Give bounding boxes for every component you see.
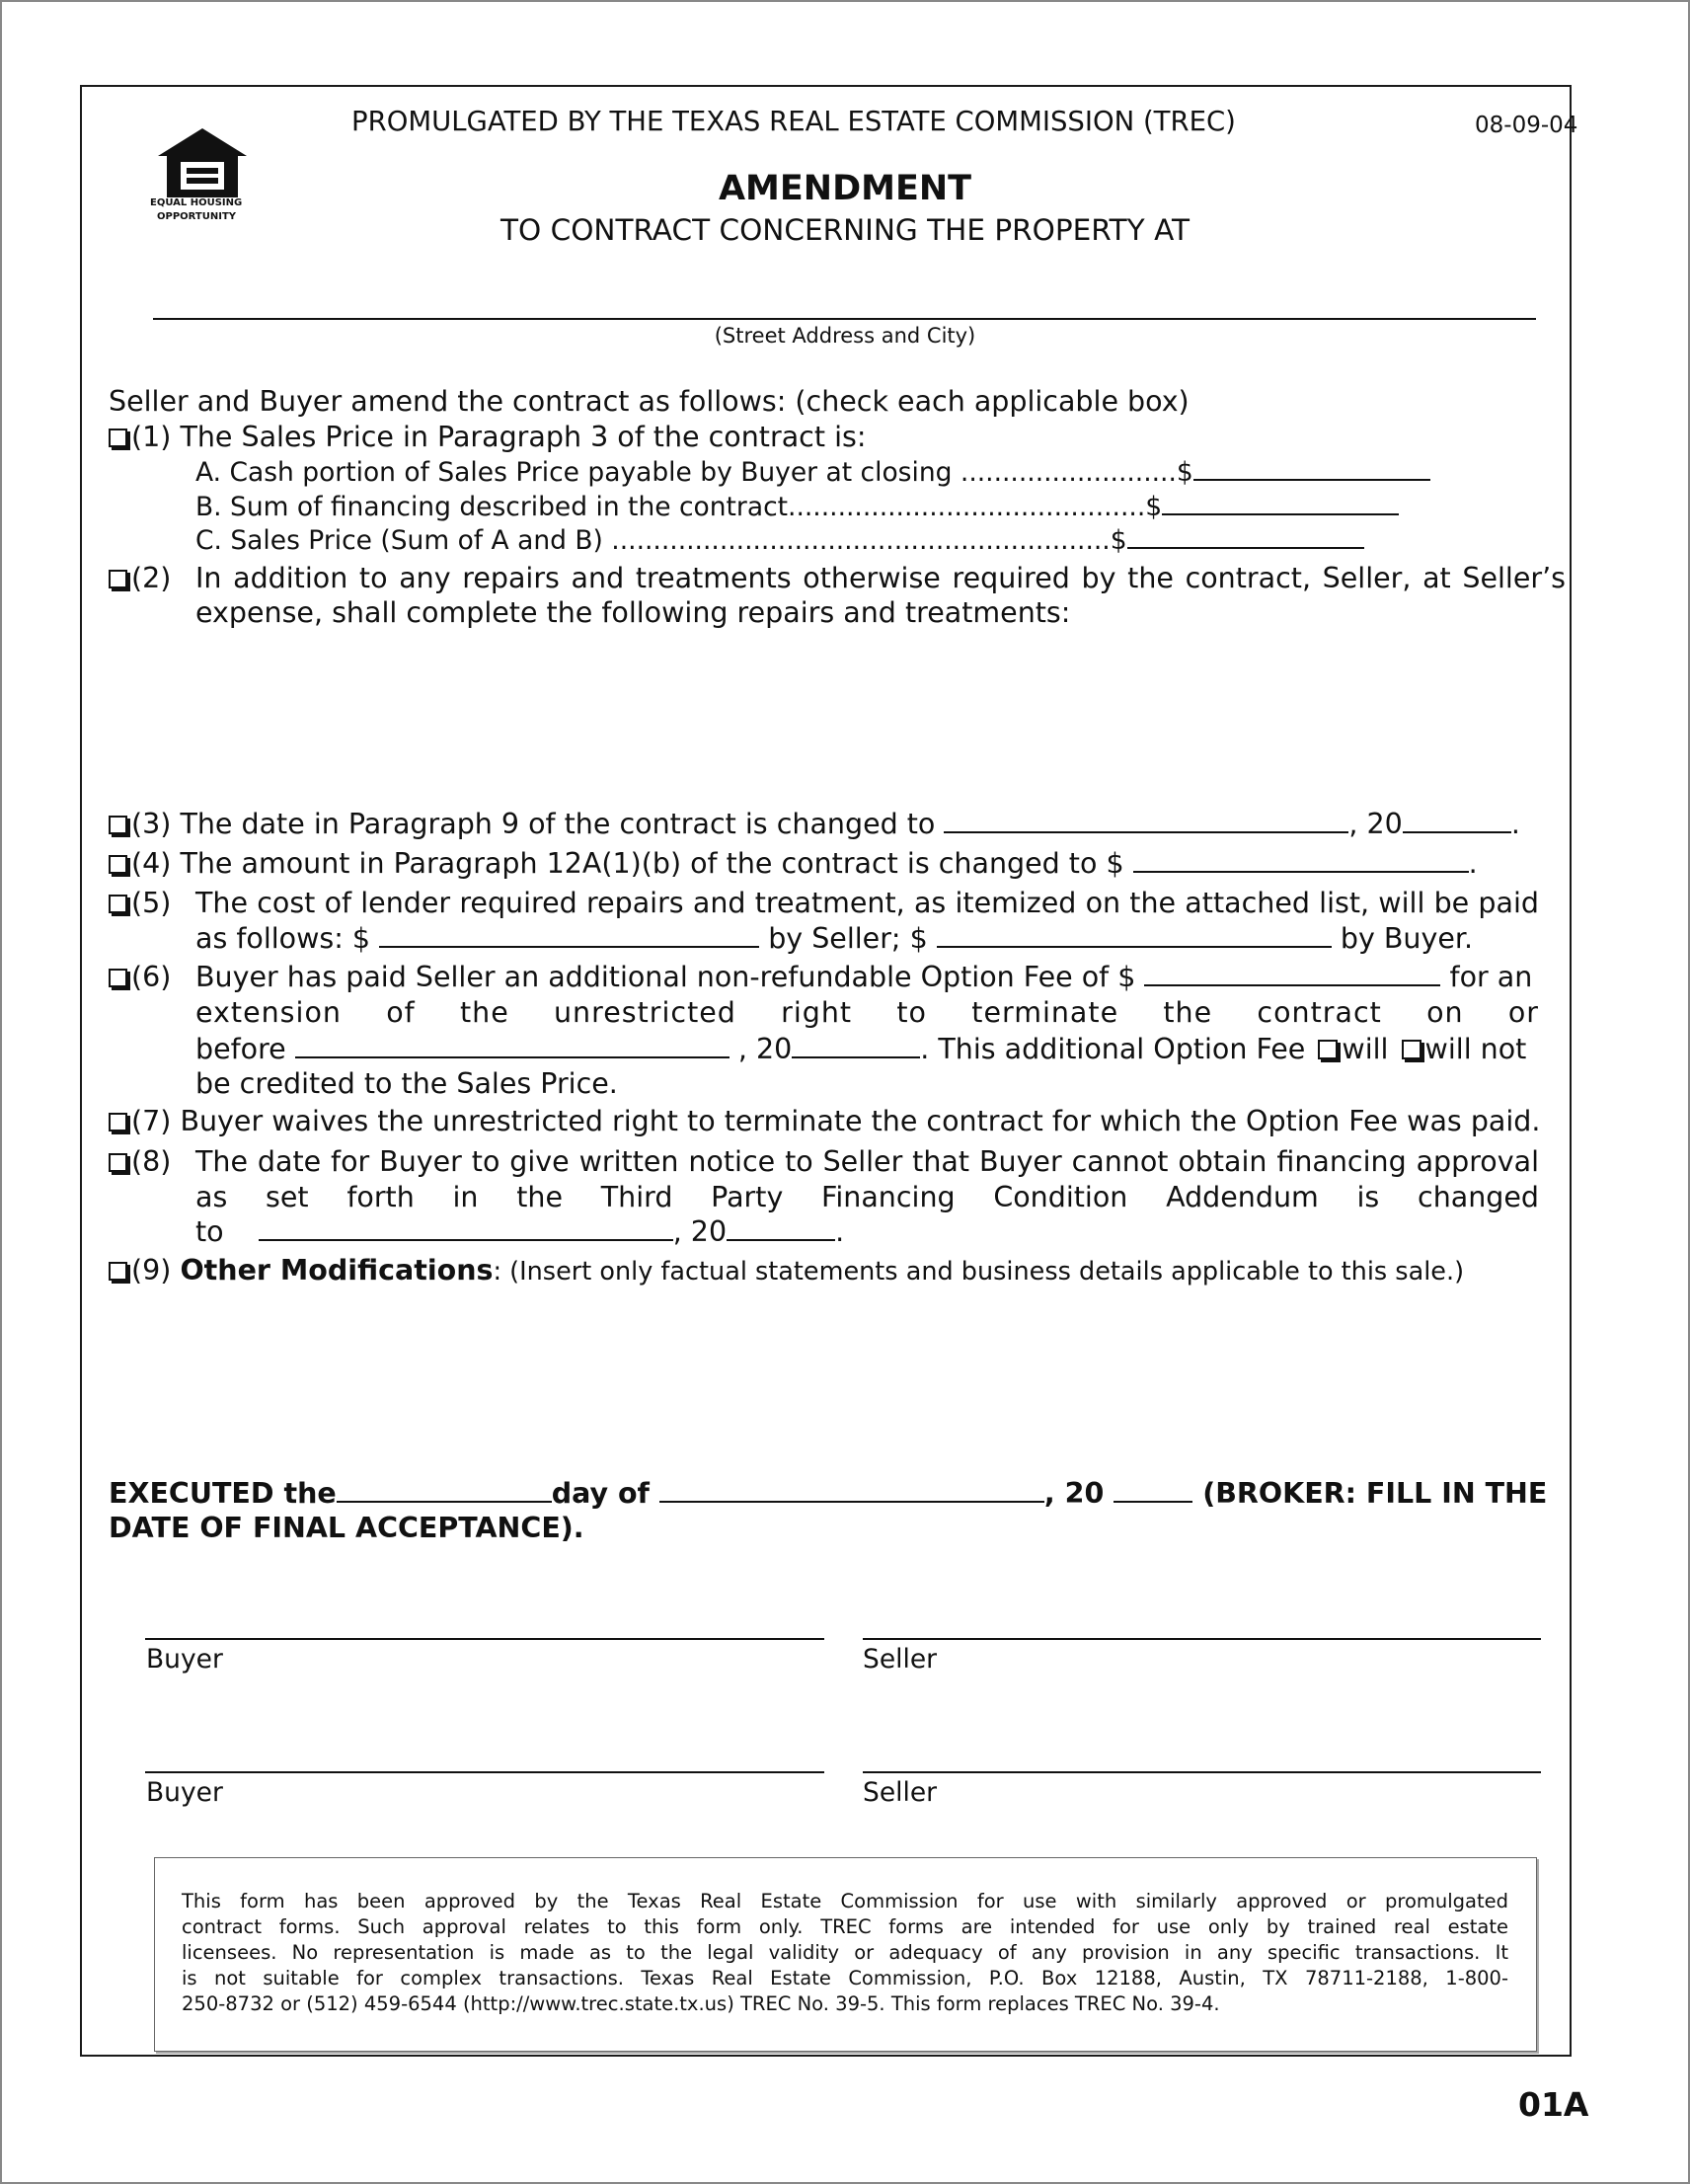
page-subtitle: TO CONTRACT CONCERNING THE PROPERTY AT [499,213,1190,247]
item-1 [109,420,866,455]
item-3-year-prefix: , 20 [1348,808,1403,840]
buyer-1-signature-line[interactable] [145,1638,824,1640]
option-extension-year-field[interactable] [792,1056,920,1058]
item-6-checkbox[interactable] [109,969,127,987]
logo-text-1: EQUAL HOUSING [150,197,243,208]
option-fee-will-not-label: will not [1424,1033,1527,1065]
buyer-2-signature-line[interactable] [145,1771,824,1773]
executed-label: EXECUTED the [109,1477,337,1510]
financing-sum-field[interactable] [1162,513,1399,515]
notice-line-4: is not suitable for complex transactions. Texas Real Estate Commission, P.O. Box 12188, Austin, TX 78711-2188, 1-800- [182,1967,1508,1989]
executed-line1 [109,1476,1547,1512]
item-8-checkbox[interactable] [109,1153,127,1172]
item-5-number: (5) [131,887,172,919]
item-8-year-prefix: , 20 [672,1215,728,1248]
item-7-text: Buyer waives the unrestricted right to terminate the contract for which the Option Fee was paid. [180,1105,1541,1137]
sales-price-field[interactable] [1127,547,1364,549]
financing-notice-date-field[interactable] [259,1239,673,1241]
executed-day-of: day of [551,1477,650,1510]
lender-repairs-buyer-amount-field[interactable] [937,946,1332,948]
item-5-line2 [195,921,1473,957]
item-3-end: . [1510,808,1520,840]
executed-day-field[interactable] [337,1501,552,1503]
item-2-number: (2) [131,562,172,594]
item-8-line1: The date for Buyer to give written notice to Seller that Buyer cannot obtain financing approval [195,1145,1539,1178]
seller-1-label: Seller [863,1644,938,1675]
repairs-field[interactable] [195,634,1566,802]
item-6-before: before [195,1033,286,1065]
item-9-text: : (Insert only factual statements and business details applicable to this sale.) [493,1257,1465,1287]
item-1a [195,456,1430,490]
page-title: AMENDMENT [718,169,972,208]
item-1-number: (1) [131,421,172,453]
item-4-end: . [1468,847,1478,880]
item-3 [109,807,1520,842]
item-6-line3-text: . This additional Option Fee [920,1033,1306,1065]
seller-1-signature-line[interactable] [863,1638,1541,1640]
cash-portion-field[interactable] [1193,479,1430,481]
item-3-text: The date in Paragraph 9 of the contract is changed to [180,808,936,840]
address-field[interactable] [153,318,1536,320]
lender-repairs-seller-amount-field[interactable] [379,946,759,948]
executed-year-prefix: , 20 [1043,1477,1105,1510]
item-5-line2-start: as follows: $ [195,922,371,955]
paragraph-9-year-field[interactable] [1403,831,1511,833]
item-2-line2: expense, shall complete the following repairs and treatments: [195,596,1071,629]
financing-notice-year-field[interactable] [727,1239,835,1241]
buyer-1-label: Buyer [146,1644,223,1675]
item-4-checkbox[interactable] [109,855,127,874]
item-5-by-seller: by Seller; $ [768,922,928,955]
item-1b [195,491,1399,524]
item-1-checkbox[interactable] [109,429,127,447]
item-8-to: to [195,1215,224,1248]
item-6-line1 [195,960,1532,995]
logo-text-2: OPPORTUNITY [157,211,237,222]
item-5-line1: The cost of lender required repairs and treatment, as itemized on the attached list, will be paid [195,887,1539,919]
item-6-for-an: for an [1449,961,1533,993]
item-1a-label: A. Cash portion of Sales Price payable by Buyer at closing ..........................$ [195,457,1193,488]
paragraph-12a-amount-field[interactable] [1133,871,1469,873]
item-2-checkbox[interactable] [109,570,127,588]
item-8-end: . [835,1215,845,1248]
item-6-prefix [109,960,171,995]
buyer-2-label: Buyer [146,1777,223,1808]
notice-line-5: 250-8732 or (512) 459-6544 (http://www.trec.state.tx.us) TREC No. 39-5. This form replaces TREC No. 39-4. [182,1992,1220,2015]
paragraph-9-date-field[interactable] [944,831,1348,833]
item-4-text: The amount in Paragraph 12A(1)(b) of the contract is changed to $ [180,847,1124,880]
option-fee-amount-field[interactable] [1144,984,1440,986]
item-7-checkbox[interactable] [109,1113,127,1131]
item-8-line3 [195,1214,844,1250]
trec-notice-text [182,1889,1508,2017]
other-modifications-field[interactable] [195,1293,1539,1461]
item-9-checkbox[interactable] [109,1262,127,1281]
item-6-year-prefix: , 20 [737,1033,793,1065]
item-7 [109,1104,1540,1139]
item-9-number: (9) [131,1254,172,1287]
item-1c [195,524,1364,558]
form-code: 01A [1518,2085,1589,2124]
item-8-number: (8) [131,1145,172,1178]
item-6-line2: extension of the unrestricted right to terminate the contract on or [195,996,1539,1029]
item-3-checkbox[interactable] [109,816,127,834]
option-fee-will-label: will [1342,1033,1389,1065]
item-6-line3 [195,1032,1526,1067]
seller-2-label: Seller [863,1777,938,1808]
form-date: 08-09-04 [1475,113,1578,138]
item-2-prefix [109,561,171,596]
item-5-prefix [109,886,171,921]
address-caption: (Street Address and City) [714,324,976,348]
notice-line-2: contract forms. Such approval relates to this form only. TREC forms are intended for use only by trained real estate [182,1915,1508,1938]
item-1c-label: C. Sales Price (Sum of A and B) ............................................................$ [195,525,1127,556]
item-1-text: The Sales Price in Paragraph 3 of the contract is: [180,421,867,453]
item-9-title: Other Modifications [180,1254,494,1287]
option-fee-will-checkbox[interactable] [1318,1040,1338,1059]
item-2-line1: In addition to any repairs and treatments otherwise required by the contract, Seller, at Seller’s [195,562,1566,594]
item-5-checkbox[interactable] [109,895,127,913]
item-6-number: (6) [131,961,172,993]
notice-line-3: licensees. No representation is made as to the legal validity or adequacy of any provision in any specific transactions. It [182,1941,1508,1964]
option-extension-date-field[interactable] [295,1056,730,1058]
notice-line-1: This form has been approved by the Texas Real Estate Commission for use with similarly approved or promulgated [182,1890,1508,1912]
item-5-by-buyer: by Buyer. [1340,922,1474,955]
item-4-number: (4) [131,847,172,880]
item-8-line2: as set forth in the Third Party Financing Condition Addendum is changed [195,1181,1539,1213]
item-9 [109,1253,1464,1289]
item-4 [109,846,1478,882]
option-fee-will-not-checkbox[interactable] [1402,1040,1421,1059]
item-7-number: (7) [131,1105,172,1137]
seller-2-signature-line[interactable] [863,1771,1541,1773]
executed-year-field[interactable] [1114,1501,1192,1503]
item-6-line1-text: Buyer has paid Seller an additional non-refundable Option Fee of $ [195,961,1136,993]
executed-line2: DATE OF FINAL ACCEPTANCE). [109,1512,584,1544]
item-8-prefix [109,1144,171,1180]
executed-month-field[interactable] [659,1501,1044,1503]
promulgated-line: PROMULGATED BY THE TEXAS REAL ESTATE COMMISSION (TREC) [351,106,1236,137]
executed-broker-note: (BROKER: FILL IN THE [1202,1477,1548,1510]
item-1b-label: B. Sum of financing described in the contract...........................................$ [195,492,1163,522]
item-3-number: (3) [131,808,172,840]
intro-text: Seller and Buyer amend the contract as follows: (check each applicable box) [109,385,1190,418]
item-6-line4: be credited to the Sales Price. [195,1067,618,1100]
